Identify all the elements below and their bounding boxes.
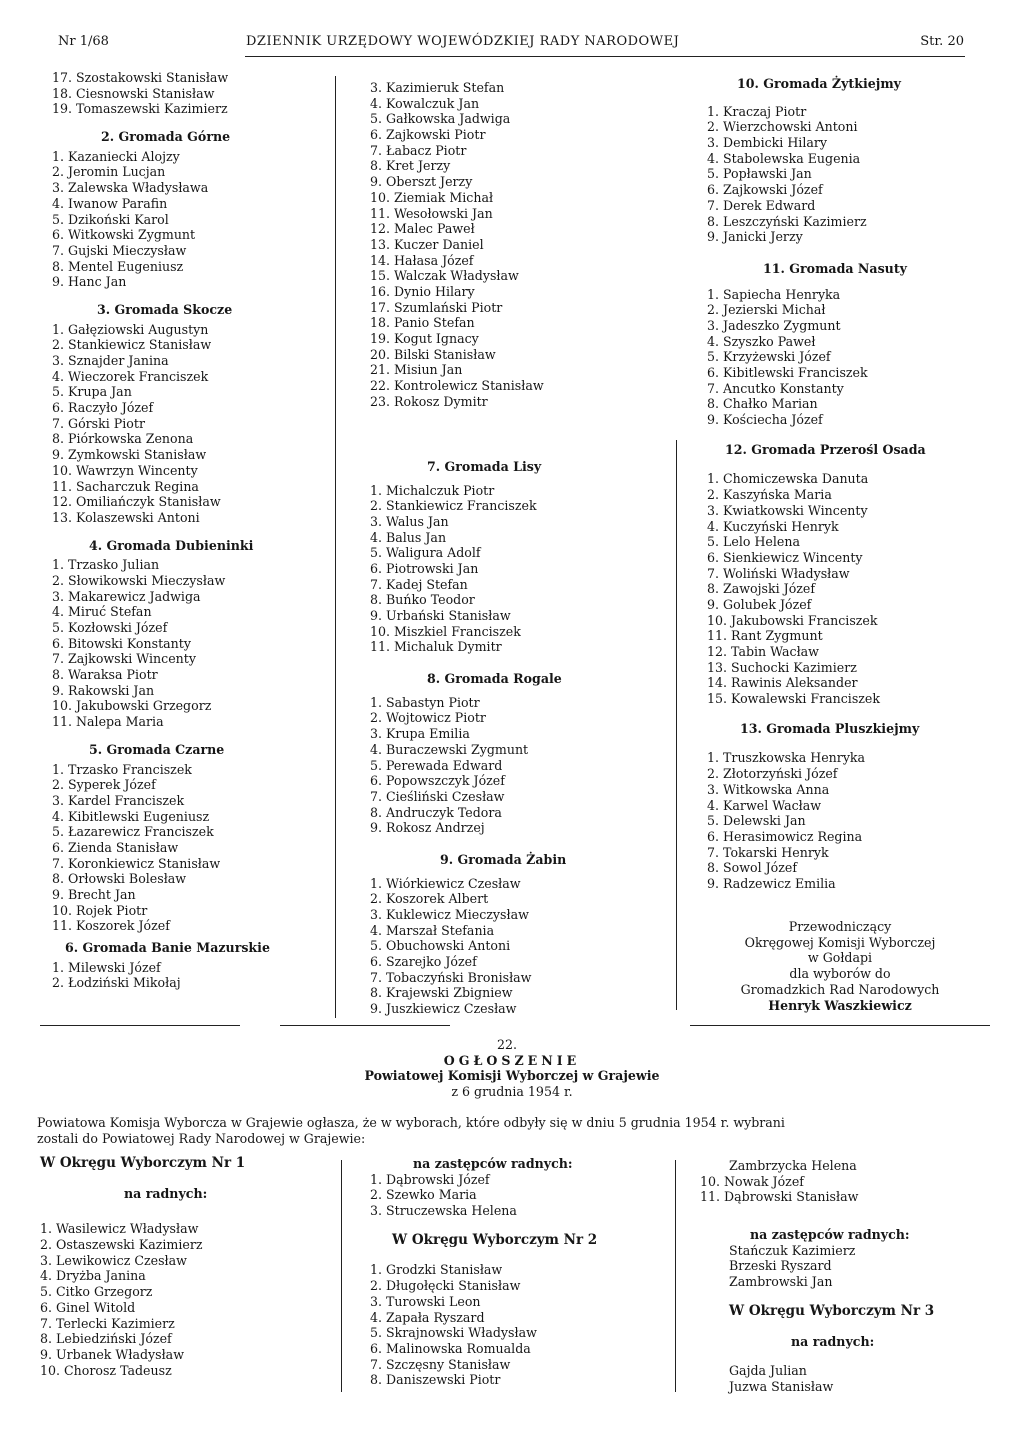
list-item: 6. Sienkiewicz Wincenty: [707, 549, 863, 565]
list-item: 17. Szumlański Piotr: [370, 299, 503, 315]
list-item: 2. Koszorek Albert: [370, 891, 489, 907]
list-item: 8. Waraksa Piotr: [52, 667, 158, 683]
notice-number: 22.: [496, 1037, 518, 1052]
list-item: 7. Gujski Mieczysław: [52, 242, 187, 258]
list-item: 4. Kibitlewski Eugeniusz: [52, 808, 210, 824]
list-item: 10. Jakubowski Franciszek: [707, 612, 878, 628]
list-item: 2. Stankiewicz Stanisław: [52, 337, 212, 353]
section-heading: 12. Gromada Przerośl Osada: [725, 441, 926, 457]
list-item: 4. Szyszko Paweł: [707, 333, 816, 349]
notice-date: z 6 grudnia 1954 r.: [451, 1084, 573, 1100]
list-item: 9. Brecht Jan: [52, 887, 136, 902]
section-heading: 2. Gromada Górne: [101, 129, 231, 145]
list-item: 1. Wiórkiewicz Czesław: [370, 875, 521, 891]
column-divider: [341, 1160, 342, 1392]
list-item: 1. Chomiczewska Danuta: [707, 471, 869, 487]
list-item: [370, 409, 566, 425]
list-item: 19. Kogut Ignacy: [370, 331, 479, 346]
list-item: 7. Woliński Władysław: [707, 565, 850, 581]
list-item: 3. Kazimieruk Stefan: [370, 80, 505, 95]
list-item: [370, 425, 566, 441]
page-number: Str. 20: [920, 34, 964, 49]
list-item: 18. Ciesnowski Stanisław: [52, 85, 215, 101]
list-item: 6. Piotrowski Jan: [370, 560, 479, 576]
notice-body-line: zostali do Powiatowej Rady Narodowej w Grajewie:: [37, 1130, 366, 1146]
list-item: 21. Misiun Jan: [370, 362, 463, 378]
list-item: 9. Urbanek Władysław: [40, 1346, 184, 1362]
list-item: 9. Janicki Jerzy: [707, 229, 803, 245]
list-item: 6. Witkowski Zygmunt: [52, 227, 196, 243]
list-item: 16. Dynio Hilary: [370, 283, 475, 299]
list-item: 11. Wesołowski Jan: [370, 205, 493, 221]
notice-subtitle: Powiatowej Komisji Wyborczej w Grajewie: [364, 1068, 660, 1084]
list-item: 2. Jeromin Lucjan: [52, 164, 166, 180]
list-item: 11. Michaluk Dymitr: [370, 639, 502, 655]
list-item: 4. Kowalczuk Jan: [370, 95, 480, 111]
list-item: 7. Tokarski Henryk: [707, 844, 829, 860]
district-heading: W Okręgu Wyborczym Nr 2: [392, 1231, 598, 1248]
list-item: 5. Obuchowski Antoni: [370, 938, 511, 954]
column-divider: [335, 76, 336, 1018]
list-item: 5. Kozłowski Józef: [52, 620, 168, 635]
list-item: Zambrzycka Helena: [729, 1158, 857, 1173]
subheading: na zastępców radnych:: [750, 1227, 910, 1243]
list-item: 8. Chałko Marian: [707, 396, 818, 412]
section-heading: 9. Gromada Żabin: [440, 851, 567, 867]
list-item: 7. Łabacz Piotr: [370, 142, 467, 158]
list-item: 5. Krzyżewski Józef: [707, 349, 831, 365]
section-heading: 7. Gromada Lisy: [427, 458, 542, 474]
list-item: 4. Stabolewska Eugenia: [707, 150, 861, 166]
list-item: 5. Delewski Jan: [707, 813, 806, 829]
list-item: 19. Tomaszewski Kazimierz: [52, 101, 228, 117]
list-item: 6. Ginel Witold: [40, 1299, 136, 1315]
notice-title: OGŁOSZENIE: [443, 1052, 581, 1068]
issue-number: Nr 1/68: [58, 34, 109, 49]
list-item: 6. Zajkowski Józef: [707, 182, 823, 198]
list-item: 3. Walus Jan: [370, 513, 449, 529]
list-item: 9. Hanc Jan: [52, 274, 127, 290]
list-item: 12. Tabin Wacław: [707, 644, 819, 659]
subheading: na zastępców radnych:: [413, 1156, 573, 1171]
list-item: 5. Łazarewicz Franciszek: [52, 824, 214, 840]
list-item: Juzwa Stanisław: [729, 1378, 834, 1394]
district-2-column: [370, 1156, 597, 1388]
separator-rule: [280, 1025, 450, 1026]
section-heading: 4. Gromada Dubieninki: [89, 537, 254, 553]
list-item: 7. Cieśliński Czesław: [370, 788, 505, 804]
list-item: 9. Zymkowski Stanisław: [52, 447, 207, 463]
list-item: 8. Daniszewski Piotr: [370, 1372, 501, 1388]
list-item: 14. Rawinis Aleksander: [707, 675, 858, 691]
list-item: 8. Zawojski Józef: [707, 581, 816, 597]
list-item: 8. Andruczyk Tedora: [370, 804, 502, 820]
list-item: 12. Malec Paweł: [370, 221, 475, 237]
list-item: 9. Radzewicz Emilia: [707, 875, 836, 891]
list-item: 5. Lelo Helena: [707, 534, 800, 550]
separator-rule: [690, 1025, 990, 1026]
list-item: 1. Kraczaj Piotr: [707, 103, 807, 119]
list-item: 6. Bitowski Konstanty: [52, 635, 191, 651]
column-2: [370, 80, 566, 1017]
list-item: 1. Sabastyn Piotr: [370, 694, 480, 710]
list-item: 3. Kuklewicz Mieczysław: [370, 907, 529, 922]
list-item: 8. Buńko Teodor: [370, 592, 475, 608]
signature-name: Henryk Waszkiewicz: [768, 997, 912, 1013]
list-item: 10. Jakubowski Grzegorz: [52, 698, 212, 714]
list-item: 5. Popławski Jan: [707, 166, 812, 182]
list-item: 2. Ostaszewski Kazimierz: [40, 1237, 203, 1253]
list-item: 13. Suchocki Kazimierz: [707, 659, 857, 675]
list-item: 6. Zienda Stanisław: [52, 839, 179, 855]
list-item: Stańczuk Kazimierz: [729, 1242, 856, 1258]
list-item: 2. Jezierski Michał: [707, 302, 826, 318]
list-item: 1. Dąbrowski Józef: [370, 1171, 490, 1187]
list-item: 3. Dembicki Hilary: [707, 135, 827, 151]
list-item: 5. Citko Grzegorz: [40, 1284, 153, 1300]
list-item: 2. Syperek Józef: [52, 777, 156, 793]
list-item: 2. Wojtowicz Piotr: [370, 710, 486, 726]
section-heading: 8. Gromada Rogale: [427, 671, 562, 687]
district-1-column: [40, 1156, 245, 1378]
list-item: 1. Truszkowska Henryka: [707, 750, 866, 766]
list-item: 1. Gałęziowski Augustyn: [52, 321, 209, 337]
list-item: 10. Ziemiak Michał: [370, 189, 494, 205]
list-item: 6. Malinowska Romualda: [370, 1340, 531, 1356]
list-item: 11. Sacharczuk Regina: [52, 478, 199, 494]
list-item: 1. Milewski Józef: [52, 959, 161, 975]
list-item: 4. Karwel Wacław: [707, 797, 822, 813]
list-item: 5. Dzikoński Karol: [52, 211, 169, 227]
section-heading: 3. Gromada Skocze: [97, 301, 233, 317]
page-header: [58, 34, 964, 56]
list-item: 5. Waligura Adolf: [370, 545, 481, 561]
list-item: 1. Trzasko Franciszek: [52, 761, 192, 777]
section-heading: 11. Gromada Nasuty: [763, 260, 907, 276]
list-item: 2. Szewko Maria: [370, 1187, 477, 1203]
signature-line: Gromadzkich Rad Narodowych: [740, 981, 940, 997]
list-item: 13. Kolaszewski Antoni: [52, 509, 200, 525]
list-item: 17. Szostakowski Stanisław: [52, 70, 229, 85]
signature-line: dla wyborów do: [789, 966, 891, 982]
list-item: 8. Piórkowska Zenona: [52, 431, 194, 447]
list-item: 6. Zajkowski Piotr: [370, 127, 486, 143]
list-item: 7. Tobaczyński Bronisław: [370, 969, 532, 985]
list-item: 8. Leszczyński Kazimierz: [707, 213, 867, 229]
signature-line: Okręgowej Komisji Wyborczej: [744, 934, 936, 950]
list-item: 4. Marszał Stefania: [370, 922, 495, 938]
list-item: 9. Golubek Józef: [707, 596, 812, 612]
column-3: [707, 76, 926, 892]
list-item: 3. Lewikowicz Czesław: [40, 1252, 187, 1268]
list-item: 6. Szarejko Józef: [370, 954, 477, 970]
notice-body: [37, 1115, 992, 1146]
list-item: 4. Zapała Ryszard: [370, 1309, 485, 1325]
district-heading: W Okręgu Wyborczym Nr 3: [729, 1302, 935, 1319]
list-item: 11. Rant Zygmunt: [707, 628, 823, 644]
list-item: 3. Krupa Emilia: [370, 726, 470, 742]
list-item: 7. Terlecki Kazimierz: [40, 1315, 175, 1331]
list-item: Brzeski Ryszard: [729, 1258, 832, 1274]
list-item: 5. Gałkowska Jadwiga: [370, 111, 511, 127]
list-item: 4. Buraczewski Zygmunt: [370, 741, 529, 757]
list-item: 9. Oberszt Jerzy: [370, 174, 473, 190]
separator-rule: [40, 1025, 240, 1026]
list-item: 7. Derek Edward: [707, 197, 816, 213]
list-item: 15. Walczak Władysław: [370, 268, 519, 284]
list-item: 6. Popowszczyk Józef: [370, 773, 505, 789]
list-item: 14. Hałasa Józef: [370, 252, 474, 268]
list-item: Zambrowski Jan: [729, 1274, 833, 1290]
list-item: 3. Jadeszko Zygmunt: [707, 317, 841, 333]
list-item: 4. Wieczorek Franciszek: [52, 368, 209, 384]
notice-body-line: Powiatowa Komisja Wyborcza w Grajewie ogłasza, że w wyborach, które odbyły się w dniu 5 grudnia 1954 r. wybrani: [37, 1115, 785, 1130]
list-item: 9. Juszkiewicz Czesław: [370, 1001, 517, 1017]
list-item: 9. Urbański Stanisław: [370, 608, 511, 623]
notice-header: [0, 1037, 1024, 1100]
list-item: 8. Sowol Józef: [707, 860, 798, 876]
section-heading: 10. Gromada Żytkiejmy: [737, 76, 901, 91]
list-item: 23. Rokosz Dymitr: [370, 393, 488, 409]
list-item: 5. Krupa Jan: [52, 384, 132, 400]
district-3-column: [700, 1158, 934, 1395]
list-item: 18. Panio Stefan: [370, 315, 475, 331]
list-item: 1. Michalczuk Piotr: [370, 482, 495, 498]
list-item: 7. Zajkowski Wincenty: [52, 651, 196, 667]
list-item: 3. Struczewska Helena: [370, 1203, 517, 1219]
list-item: 15. Kowalewski Franciszek: [707, 691, 880, 707]
column-divider: [676, 440, 677, 1010]
signature-line: w Gołdapi: [807, 950, 873, 966]
section-heading: 13. Gromada Pluszkiejmy: [740, 720, 920, 736]
list-item: 1. Sapiecha Henryka: [707, 286, 841, 302]
list-item: 1. Wasilewicz Władysław: [40, 1221, 199, 1237]
list-item: 6. Raczyło Józef: [52, 400, 154, 416]
list-item: 7. Górski Piotr: [52, 415, 145, 431]
list-item: 7. Ancutko Konstanty: [707, 380, 844, 396]
list-item: 10. Wawrzyn Wincenty: [52, 462, 198, 478]
signature-line: Przewodniczący: [788, 919, 892, 934]
list-item: 6. Kibitlewski Franciszek: [707, 365, 868, 380]
list-item: 3. Witkowska Anna: [707, 781, 830, 797]
subheading: na radnych:: [791, 1333, 875, 1349]
list-item: 2. Złotorzyński Józef: [707, 766, 838, 782]
list-item: 3. Turowski Leon: [370, 1293, 481, 1309]
list-item: 10. Miszkiel Franciszek: [370, 623, 521, 639]
list-item: 8. Kret Jerzy: [370, 158, 451, 174]
list-item: 8. Mentel Eugeniusz: [52, 258, 184, 274]
list-item: 3. Zalewska Władysława: [52, 180, 209, 196]
list-item: 12. Omiliańczyk Stanisław: [52, 494, 221, 510]
list-item: 10. Nowak Józef: [700, 1173, 804, 1189]
list-item: 9. Kościecha Józef: [707, 412, 823, 428]
list-item: 2. Kaszyńska Maria: [707, 487, 832, 503]
list-item: 10. Chorosz Tadeusz: [40, 1362, 172, 1378]
list-item: 20. Bilski Stanisław: [370, 346, 496, 362]
list-item: 2. Wierzchowski Antoni: [707, 119, 858, 135]
list-item: 4. Miruć Stefan: [52, 604, 152, 620]
list-item: 7. Koronkiewicz Stanisław: [52, 855, 221, 871]
list-item: 8. Lebiedziński Józef: [40, 1331, 172, 1347]
column-divider: [675, 1160, 676, 1392]
list-item: 2. Stankiewicz Franciszek: [370, 498, 537, 514]
list-item: 4. Iwanow Parafin: [52, 195, 168, 211]
list-item: 2. Słowikowski Mieczysław: [52, 572, 226, 588]
list-item: 5. Perewada Edward: [370, 757, 503, 773]
list-item: 9. Rakowski Jan: [52, 682, 155, 698]
list-item: 11. Dąbrowski Stanisław: [700, 1189, 859, 1205]
subheading: na radnych:: [124, 1185, 208, 1201]
journal-title: DZIENNIK URZĘDOWY WOJEWÓDZKIEJ RADY NARODOWEJ: [246, 34, 680, 49]
list-item: 4. Dryżba Janina: [40, 1268, 146, 1284]
list-item: 1. Grodzki Stanisław: [370, 1262, 503, 1278]
list-item: 3. Sznajder Janina: [52, 353, 169, 368]
column-1: [52, 70, 270, 991]
list-item: 3. Kardel Franciszek: [52, 792, 185, 808]
list-item: 3. Makarewicz Jadwiga: [52, 588, 201, 604]
list-item: 1. Trzasko Julian: [52, 557, 160, 573]
list-item: 5. Skrajnowski Władysław: [370, 1325, 537, 1341]
list-item: Gajda Julian: [729, 1363, 807, 1379]
section-heading: 6. Gromada Banie Mazurskie: [65, 940, 270, 956]
section-heading: 5. Gromada Czarne: [89, 741, 225, 757]
district-heading: W Okręgu Wyborczym Nr 1: [40, 1155, 246, 1171]
list-item: 9. Rokosz Andrzej: [370, 820, 485, 836]
header-rule: [245, 56, 965, 57]
signature-block: [700, 919, 980, 1013]
list-item: 7. Szczęsny Stanisław: [370, 1356, 511, 1372]
list-item: 7. Kadej Stefan: [370, 576, 468, 592]
list-item: 1. Kazaniecki Alojzy: [52, 148, 180, 164]
list-item: 11. Nalepa Maria: [52, 714, 164, 730]
list-item: 6. Herasimowicz Regina: [707, 828, 863, 844]
list-item: 8. Krajewski Zbigniew: [370, 985, 513, 1001]
list-item: 8. Orłowski Bolesław: [52, 871, 187, 887]
list-item: 2. Łodziński Mikołaj: [52, 975, 181, 991]
list-item: 2. Długołęcki Stanisław: [370, 1278, 521, 1294]
list-item: 11. Koszorek Józef: [52, 918, 170, 934]
list-item: 4. Kuczyński Henryk: [707, 518, 839, 534]
list-item: 3. Kwiatkowski Wincenty: [707, 502, 868, 518]
list-item: 4. Balus Jan: [370, 529, 447, 545]
list-item: 10. Rojek Piotr: [52, 902, 148, 918]
list-item: 22. Kontrolewicz Stanisław: [370, 378, 544, 394]
list-item: 13. Kuczer Daniel: [370, 236, 484, 252]
